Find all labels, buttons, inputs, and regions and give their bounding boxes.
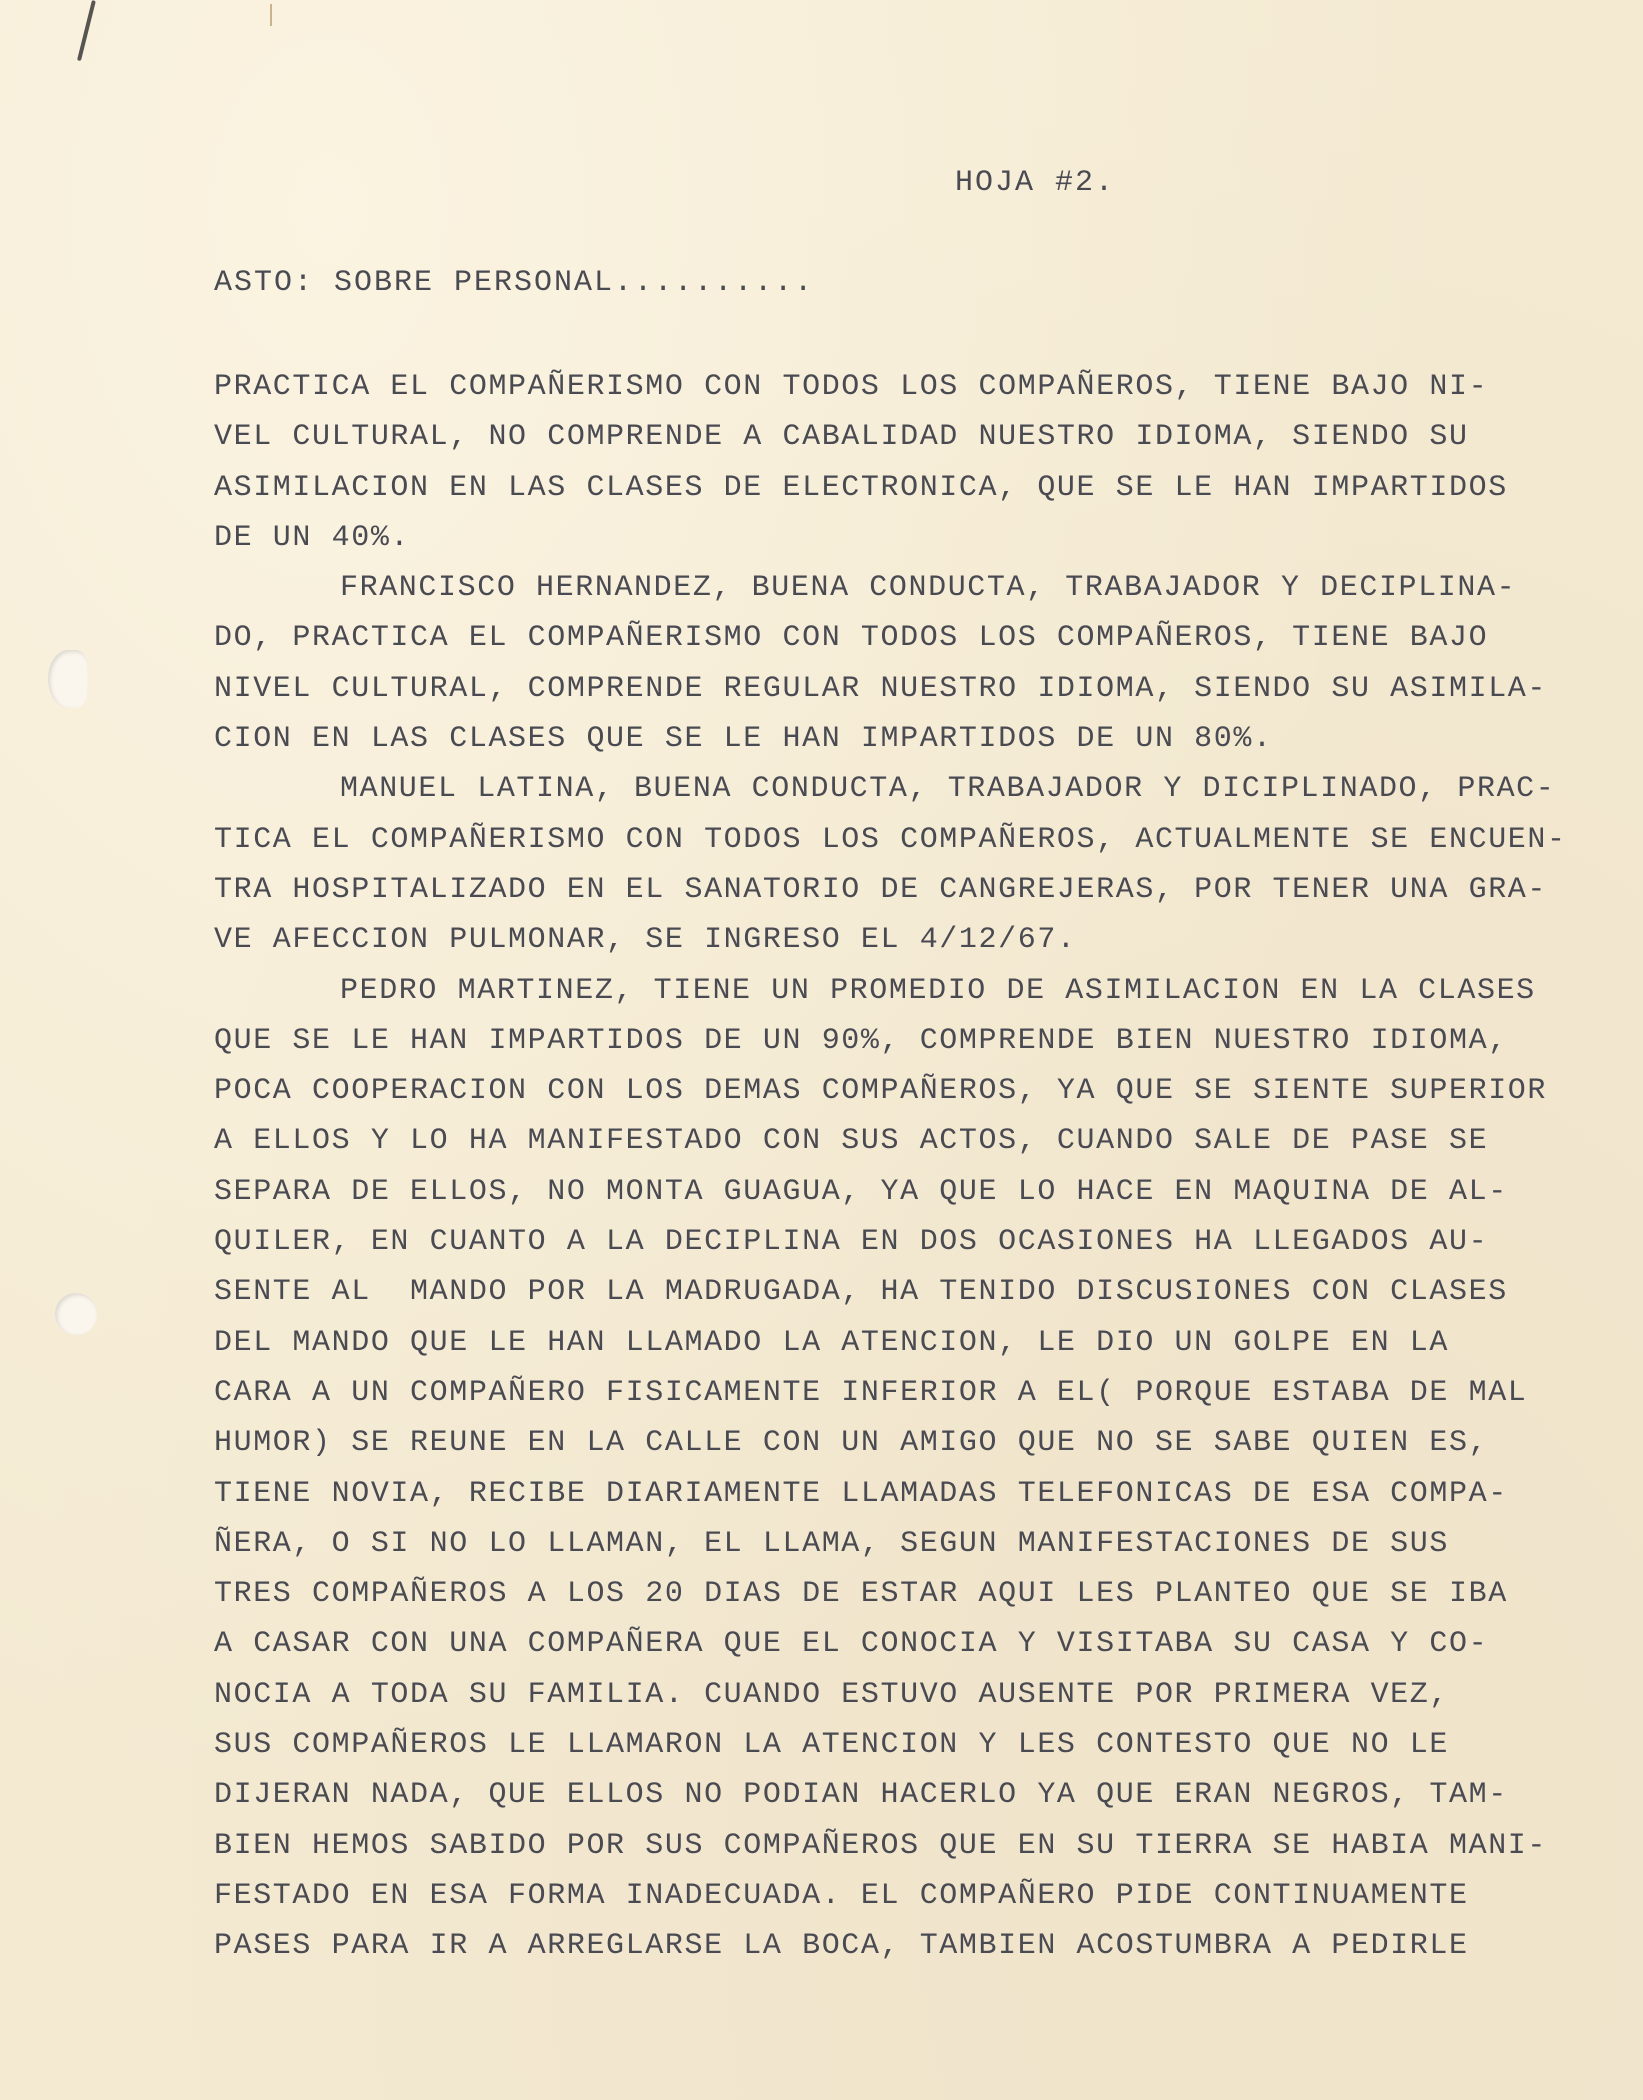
- text-line: FESTADO EN ESA FORMA INADECUADA. EL COMPAÑERO PIDE CONTINUAMENTE: [214, 1878, 1469, 1913]
- text-line: PRACTICA EL COMPAÑERISMO CON TODOS LOS COMPAÑEROS, TIENE BAJO NI-: [214, 370, 1489, 404]
- text-line: SEPARA DE ELLOS, NO MONTA GUAGUA, YA QUE LO HACE EN MAQUINA DE AL-: [214, 1174, 1508, 1209]
- text-line: ÑERA, O SI NO LO LLAMAN, EL LLAMA, SEGUN MANIFESTACIONES DE SUS: [214, 1526, 1449, 1561]
- paragraph-start-line: PEDRO MARTINEZ, TIENE UN PROMEDIO DE ASIMILACION EN LA CLASES: [340, 973, 1536, 1008]
- text-line: A ELLOS Y LO HA MANIFESTADO CON SUS ACTOS, CUANDO SALE DE PASE SE: [214, 1124, 1489, 1159]
- text-line: HUMOR) SE REUNE EN LA CALLE CON UN AMIGO QUE NO SE SABE QUIEN ES,: [214, 1426, 1489, 1461]
- subject-line: ASTO: SOBRE PERSONAL..........: [214, 266, 815, 300]
- paragraph-start-line: FRANCISCO HERNANDEZ, BUENA CONDUCTA, TRABAJADOR Y DECIPLINA-: [340, 571, 1517, 606]
- pencil-stroke-mark: [77, 0, 96, 61]
- text-line: A CASAR CON UNA COMPAÑERA QUE EL CONOCIA Y VISITABA SU CASA Y CO-: [214, 1627, 1489, 1662]
- page-number-header: HOJA #2.: [955, 166, 1116, 200]
- text-line: CARA A UN COMPAÑERO FISICAMENTE INFERIOR A EL( PORQUE ESTABA DE MAL: [214, 1375, 1528, 1410]
- punch-hole-top: [48, 650, 88, 708]
- typed-body-text: [214, 362, 1634, 1972]
- text-line: DE UN 40%.: [214, 520, 411, 555]
- text-line: TRA HOSPITALIZADO EN EL SANATORIO DE CANGREJERAS, POR TENER UNA GRA-: [214, 872, 1547, 907]
- text-line: PASES PARA IR A ARREGLARSE LA BOCA, TAMBIEN ACOSTUMBRA A PEDIRLE: [214, 1929, 1469, 1964]
- text-line: TRES COMPAÑEROS A LOS 20 DIAS DE ESTAR AQUI LES PLANTEO QUE SE IBA: [214, 1577, 1508, 1612]
- text-line: NIVEL CULTURAL, COMPRENDE REGULAR NUESTRO IDIOMA, SIENDO SU ASIMILA-: [214, 671, 1547, 706]
- text-line: POCA COOPERACION CON LOS DEMAS COMPAÑEROS, YA QUE SE SIENTE SUPERIOR: [214, 1074, 1547, 1109]
- faint-pencil-mark: [270, 4, 272, 26]
- text-line: SENTE AL MANDO POR LA MADRUGADA, HA TENIDO DISCUSIONES CON CLASES: [214, 1275, 1508, 1310]
- text-line: DIJERAN NADA, QUE ELLOS NO PODIAN HACERLO YA QUE ERAN NEGROS, TAM-: [214, 1778, 1508, 1813]
- text-line: QUILER, EN CUANTO A LA DECIPLINA EN DOS OCASIONES HA LLEGADOS AU-: [214, 1225, 1489, 1260]
- text-line: CION EN LAS CLASES QUE SE LE HAN IMPARTIDOS DE UN 80%.: [214, 722, 1273, 757]
- text-line: VEL CULTURAL, NO COMPRENDE A CABALIDAD NUESTRO IDIOMA, SIENDO SU: [214, 420, 1469, 455]
- text-line: NOCIA A TODA SU FAMILIA. CUANDO ESTUVO AUSENTE POR PRIMERA VEZ,: [214, 1677, 1449, 1712]
- text-line: DO, PRACTICA EL COMPAÑERISMO CON TODOS LOS COMPAÑEROS, TIENE BAJO: [214, 621, 1489, 656]
- text-line: QUE SE LE HAN IMPARTIDOS DE UN 90%, COMPRENDE BIEN NUESTRO IDIOMA,: [214, 1023, 1508, 1058]
- punch-hole-middle: [55, 1293, 97, 1335]
- paragraph-start-line: MANUEL LATINA, BUENA CONDUCTA, TRABAJADOR Y DICIPLINADO, PRAC-: [340, 772, 1556, 807]
- text-line: BIEN HEMOS SABIDO POR SUS COMPAÑEROS QUE EN SU TIERRA SE HABIA MANI-: [214, 1828, 1547, 1863]
- text-line: DEL MANDO QUE LE HAN LLAMADO LA ATENCION, LE DIO UN GOLPE EN LA: [214, 1325, 1449, 1360]
- text-line: TIENE NOVIA, RECIBE DIARIAMENTE LLAMADAS TELEFONICAS DE ESA COMPA-: [214, 1476, 1508, 1511]
- text-line: VE AFECCION PULMONAR, SE INGRESO EL 4/12/67.: [214, 923, 1077, 958]
- text-line: SUS COMPAÑEROS LE LLAMARON LA ATENCION Y LES CONTESTO QUE NO LE: [214, 1728, 1449, 1763]
- text-line: TICA EL COMPAÑERISMO CON TODOS LOS COMPAÑEROS, ACTUALMENTE SE ENCUEN-: [214, 822, 1567, 857]
- text-line: ASIMILACION EN LAS CLASES DE ELECTRONICA, QUE SE LE HAN IMPARTIDOS: [214, 470, 1508, 505]
